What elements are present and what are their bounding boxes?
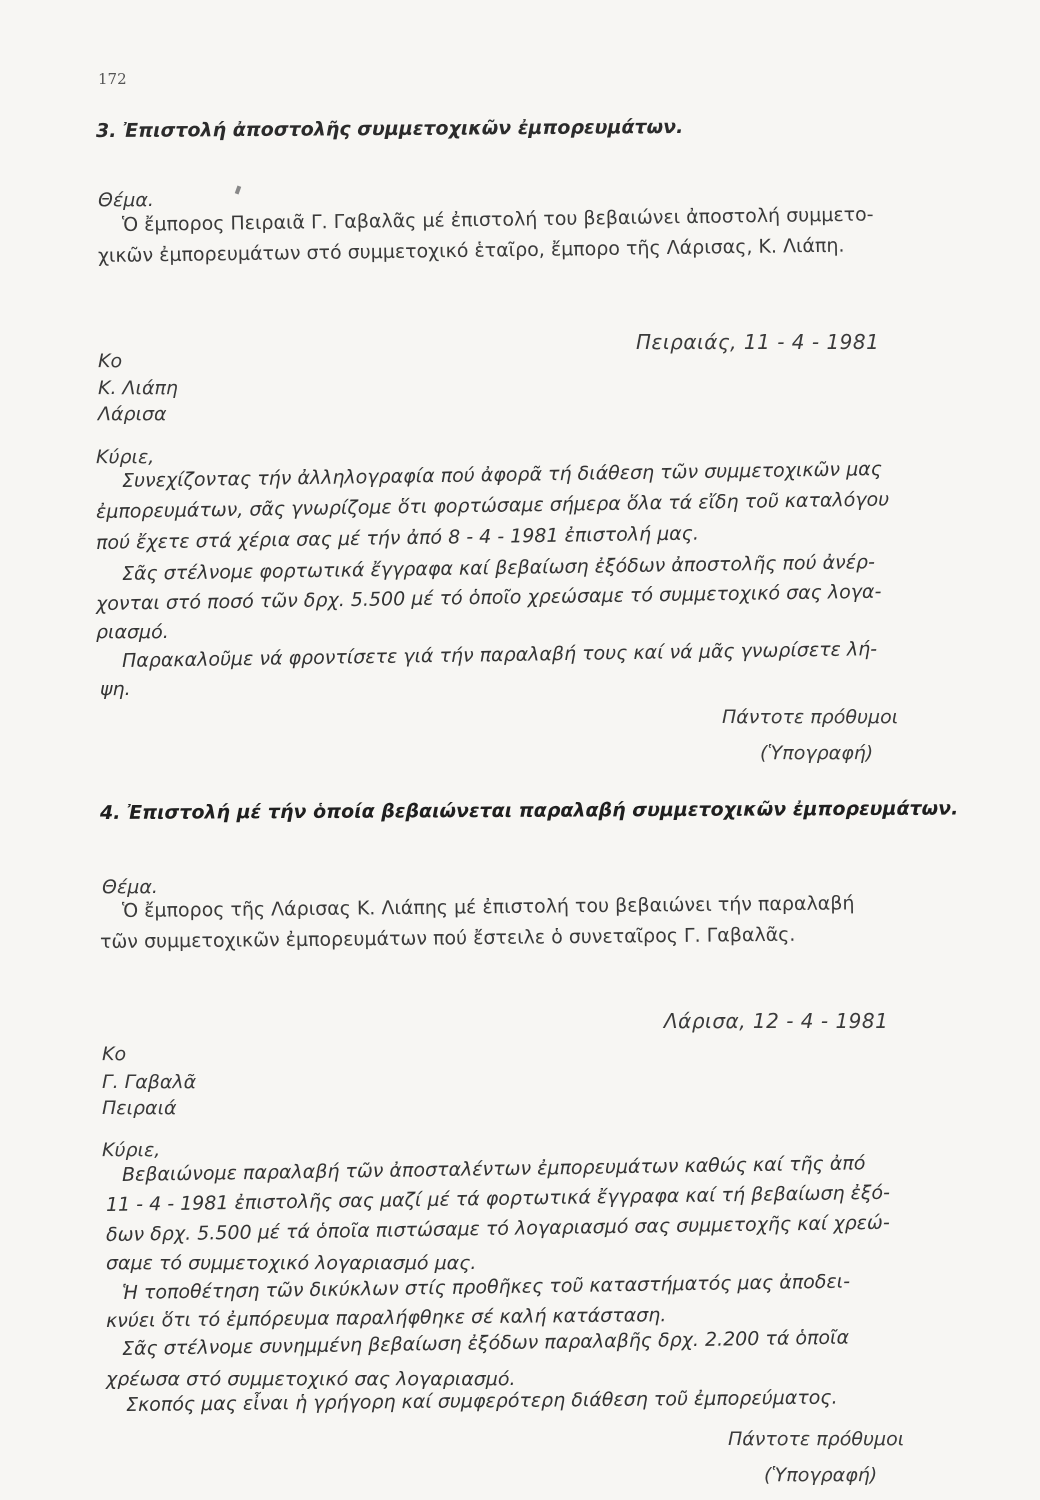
section-4-body-line: δων δρχ. 5.500 μέ τά ὁποῖα πιστώσαμε τό λογαριασμό σας συμμετοχῆς καί χρεώ- <box>105 1211 890 1246</box>
section-3-body-line: Σᾶς στέλνομε φορτωτικά ἔγγραφα καί βεβαίωση ἐξόδων ἀποστολῆς πού ἀνέρ- <box>121 551 876 585</box>
section-4-address-line: Πειραιά <box>102 1097 177 1119</box>
section-3-signature: (Ὑπογραφή) <box>760 742 874 764</box>
section-3-salutation: Κύριε, <box>96 446 155 468</box>
section-4-theme-line: τῶν συμμετοχικῶν ἐμπορευμάτων πού ἔστειλε ὁ συνεταῖρος Γ. Γαβαλᾶς. <box>99 923 796 953</box>
section-4-body-line: κνύει ὅτι τό ἐμπόρευμα παραλήφθηκε σέ καλή κατάσταση. <box>105 1304 667 1332</box>
section-4-body-line: χρέωσα στό συμμετοχικό σας λογαριασμό. <box>106 1368 516 1390</box>
section-3-address-line: Λάρισα <box>98 403 167 425</box>
section-4-body-line: Σᾶς στέλνομε συνημμένη βεβαίωση ἐξόδων παραλαβῆς δρχ. 2.200 τά ὁποῖα <box>121 1326 850 1360</box>
stray-mark <box>235 186 241 195</box>
section-3-heading: 3. Ἐπιστολή ἀποστολῆς συμμετοχικῶν ἐμπορευμάτων. <box>95 115 684 143</box>
section-3-body-line: Συνεχίζοντας τήν ἀλληλογραφία πού ἀφορᾶ τή διάθεση τῶν συμμετοχικῶν μας <box>121 458 883 492</box>
section-3-date: Πειραιάς, 11 - 4 - 1981 <box>636 330 880 354</box>
section-3-address-line: Κ. Λιάπη <box>98 377 178 399</box>
section-3-body-line: Παρακαλοῦμε νά φροντίσετε γιά τήν παραλαβή τους καί νά μᾶς γνωρίσετε λή- <box>121 638 878 672</box>
section-4-address-line: Γ. Γαβαλᾶ <box>102 1071 197 1093</box>
section-3-theme-line: χικῶν ἐμπορευμάτων στό συμμετοχικό ἑταῖρο, ἔμπορο τῆς Λάρισας, Κ. Λιάπη. <box>97 234 845 267</box>
section-4-date: Λάρισα, 12 - 4 - 1981 <box>664 1009 889 1033</box>
page-number: 172 <box>98 70 127 88</box>
section-4-theme-label: Θέμα. <box>102 876 158 898</box>
section-3-body-line: χονται στό ποσό τῶν δρχ. 5.500 μέ τό ὁποῖο χρεώσαμε τό συμμετοχικό σας λογα- <box>95 580 882 615</box>
section-4-address-line: Κο <box>102 1043 127 1065</box>
section-4-theme-line: Ὁ ἔμπορος τῆς Λάρισας Κ. Λιάπης μέ ἐπιστολή του βεβαιώνει τήν παραλαβή <box>121 892 855 922</box>
section-3-body-line: ψη. <box>100 678 131 700</box>
section-3-theme-label: Θέμα. <box>98 189 154 211</box>
section-4-heading: 4. Ἐπιστολή μέ τήν ὁποία βεβαιώνεται παραλαβή συμμετοχικῶν ἐμπορευμάτων. <box>99 797 959 824</box>
section-4-closing: Πάντοτε πρόθυμοι <box>728 1428 905 1450</box>
section-3-body-line: ριασμό. <box>96 621 169 643</box>
section-3-body-line: ἐμπορευμάτων, σᾶς γνωρίζομε ὅτι φορτώσαμε σήμερα ὅλα τά εἴδη τοῦ καταλόγου <box>95 488 890 523</box>
section-4-signature: (Ὑπογραφή) <box>764 1464 878 1486</box>
section-4-salutation: Κύριε, <box>102 1139 161 1161</box>
section-4-body-line: Ἡ τοποθέτηση τῶν δικύκλων στίς προθῆκες τοῦ καταστήματός μας ἀποδει- <box>121 1270 851 1304</box>
section-4-body-line: Σκοπός μας εἶναι ἡ γρήγορη καί συμφερότερη διάθεση τοῦ ἐμπορεύματος. <box>125 1386 838 1416</box>
section-4-body-line: 11 - 4 - 1981 ἐπιστολῆς σας μαζί μέ τά φορτωτικά ἔγγραφα καί τή βεβαίωση ἐξό- <box>105 1181 891 1216</box>
section-3-theme-line: Ὁ ἔμπορος Πειραιᾶ Γ. Γαβαλᾶς μέ ἐπιστολή του βεβαιώνει ἀποστολή συμμετο- <box>121 203 874 236</box>
section-3-body-line: πού ἔχετε στά χέρια σας μέ τήν ἀπό 8 - 4 - 1981 ἐπιστολή μας. <box>95 522 700 554</box>
section-4-body-line: Βεβαιώνομε παραλαβή τῶν ἀποσταλέντων ἐμπορευμάτων καθώς καί τῆς ἀπό <box>121 1152 866 1186</box>
section-4-body-line: σαμε τό συμμετοχικό λογαριασμό μας. <box>106 1252 477 1274</box>
section-3-address-line: Κο <box>98 350 123 372</box>
section-3-closing: Πάντοτε πρόθυμοι <box>722 706 899 728</box>
